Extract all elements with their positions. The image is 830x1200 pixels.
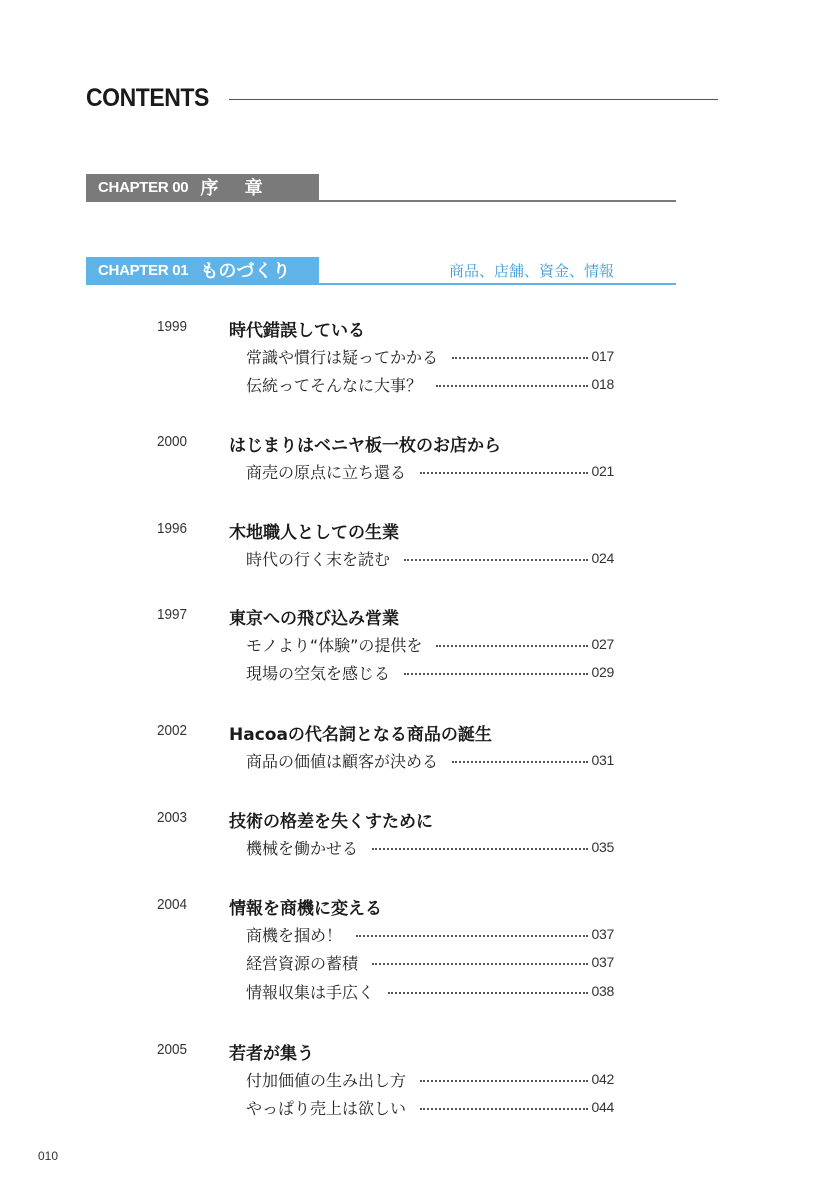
entry-label: 時代の行く末を読む (246, 549, 391, 569)
entry-label: 機械を働かせる (246, 838, 359, 858)
chapter-01-band[interactable] (86, 257, 319, 283)
entry-label: 常識や慣行は疑ってかかる (246, 347, 439, 367)
entry-label: 商機を掴め！ (246, 925, 343, 945)
entry-label: モノより“体験”の提供を (246, 635, 423, 655)
entry-page: 031 (591, 752, 614, 768)
section-title[interactable]: 木地職人としての生業 (229, 523, 399, 543)
toc-entry[interactable] (246, 546, 614, 570)
dot-leader (356, 935, 588, 937)
dot-leader (372, 848, 588, 850)
dot-leader (452, 761, 588, 763)
section-title[interactable]: 時代錯誤している (229, 321, 365, 341)
dot-leader (388, 992, 588, 994)
entry-page: 042 (591, 1071, 614, 1087)
chapter-01-code: CHAPTER 01 (98, 261, 189, 279)
entry-page: 021 (591, 463, 614, 479)
toc-entry[interactable] (246, 748, 614, 772)
toc-entry[interactable] (246, 372, 614, 396)
toc-entry[interactable] (246, 922, 614, 946)
toc-entry[interactable] (246, 979, 614, 1003)
dot-leader (436, 385, 588, 387)
toc-entry[interactable] (246, 660, 614, 684)
toc-entry[interactable] (246, 1067, 614, 1091)
entry-page: 027 (591, 636, 614, 652)
toc-entry[interactable] (246, 459, 614, 483)
chapter-00-rule (86, 200, 676, 202)
dot-leader (420, 1080, 588, 1082)
toc-entry[interactable] (246, 344, 614, 368)
chapter-00-code: CHAPTER 00 (98, 178, 189, 196)
chapter-01-subtitle: 商品、店舗、資金、情報 (448, 262, 614, 280)
section-title[interactable]: 情報を商機に変える (229, 899, 382, 919)
entry-label: やっぱり売上は欲しい (246, 1098, 407, 1118)
chapter-00-title: 序 章 (200, 178, 273, 199)
dot-leader (404, 559, 588, 561)
section-year: 1999 (157, 318, 188, 335)
section-title[interactable]: はじまりはベニヤ板一枚のお店から (229, 436, 501, 456)
section-year: 2002 (157, 722, 188, 739)
dot-leader (372, 963, 588, 965)
dot-leader (420, 472, 588, 474)
dot-leader (420, 1108, 588, 1110)
entry-page: 044 (591, 1099, 614, 1115)
section-year: 1997 (157, 606, 188, 623)
entry-label: 情報収集は手広く (246, 982, 375, 1002)
entry-page: 024 (591, 550, 614, 566)
toc-entry[interactable] (246, 632, 614, 656)
section-year: 2003 (157, 809, 188, 826)
dot-leader (436, 645, 587, 647)
section-title[interactable]: Hacoaの代名詞となる商品の誕生 (229, 725, 492, 745)
chapter-00-band[interactable] (86, 174, 319, 200)
toc-entry[interactable] (246, 1095, 614, 1119)
entry-label: 商品の価値は顧客が決める (246, 751, 439, 771)
entry-page: 038 (591, 983, 614, 999)
section-year: 2004 (157, 896, 188, 913)
page-number: 010 (38, 1149, 59, 1163)
entry-page: 037 (591, 926, 614, 942)
section-year: 1996 (157, 520, 188, 537)
entry-page: 037 (591, 954, 614, 970)
entry-page: 017 (591, 348, 614, 364)
entry-label: 伝統ってそんなに大事？ (246, 375, 423, 395)
entry-label: 商売の原点に立ち還る (246, 462, 407, 482)
entry-page: 029 (591, 664, 614, 680)
section-year: 2005 (157, 1041, 188, 1058)
entry-page: 018 (591, 376, 614, 392)
section-title[interactable]: 東京への飛び込み営業 (229, 609, 399, 629)
dot-leader (404, 673, 588, 675)
entry-label: 経営資源の蓄積 (246, 953, 359, 973)
section-title[interactable]: 技術の格差を失くすために (229, 812, 433, 832)
contents-rule (229, 99, 718, 100)
toc-entry[interactable] (246, 950, 614, 974)
chapter-01-rule (86, 283, 676, 285)
chapter-01-title: ものづくり (200, 261, 291, 282)
toc-entry[interactable] (246, 835, 614, 859)
contents-heading: CONTENTS (86, 84, 209, 112)
entry-page: 035 (591, 839, 614, 855)
section-title[interactable]: 若者が集う (229, 1044, 314, 1064)
dot-leader (452, 357, 588, 359)
section-year: 2000 (157, 433, 188, 450)
entry-label: 現場の空気を感じる (246, 663, 391, 683)
entry-label: 付加価値の生み出し方 (246, 1070, 407, 1090)
